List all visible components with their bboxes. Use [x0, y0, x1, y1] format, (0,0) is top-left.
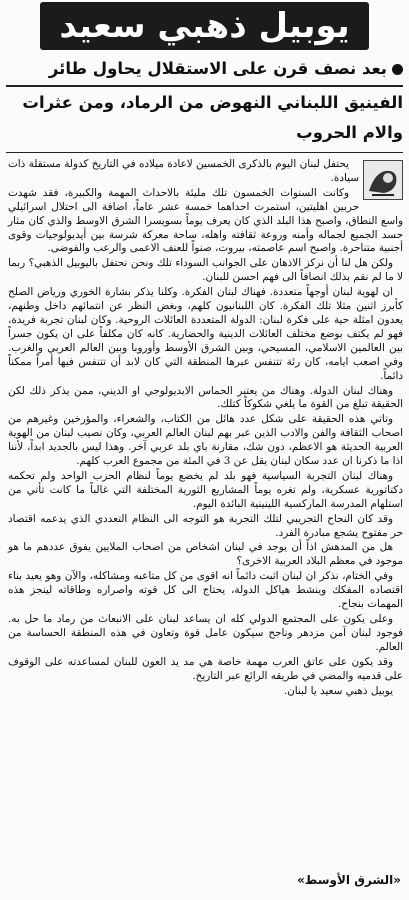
subhead-text: بعد نصف قرن على الاستقلال يحاول طائر [48, 59, 387, 78]
paragraph: وقد كان النجاح التجريبي لتلك التجربة هو التوجه الى النظام التعددي الذي يدعمه اقتصاد حر مفتوح يشجع مبادرة الفرد. [8, 512, 403, 539]
paragraph: وقد يكون على عاتق العرب مهمة خاصة هي مد يد العون للبنان لمساعدته على الوقوف على قدميه والمضي في طريقه الرائع عبر التاريخ. [8, 655, 403, 682]
source-credit: «الشرق الأوسط» [297, 873, 401, 887]
paragraph: وهناك لبنان التجربة السياسية فهو بلد لم يخضع يوماً لنظام الحزب الواحد ولم تحكمه دكتاتورية عسكرية، ولم تغره يوماً المشاريع الثورية المختلفة التي غالباً ما كانت تأتي من استلهام المدرسة الماركسية اللينينية البائدة اليوم. [8, 469, 403, 510]
deck: الفينيق اللبناني النهوض من الرماد، ومن عثرات والام الحروب [22, 93, 403, 142]
divider-top [6, 85, 403, 87]
paragraph: يوبيل ذهبي سعيد يا لبنان. [283, 684, 393, 697]
paragraph: وهناك لبنان الدولة. وهناك من يعتبر الحماس الايديولوجي او الديني، ممن يذكر ذلك لكن الحقيقة تبلغ من القوة ما يلغي شكوكاً كتلك. [8, 384, 403, 411]
paragraph: يحتفل لبنان اليوم بالذكرى الخمسين لاعادة ميلاده في التاريخ كدولة مستقلة ذات سيادة. [8, 158, 359, 184]
divider-bottom [6, 152, 403, 153]
paragraph: ولكن هل لنا أن نركز الاذهان على الجوانب السوداء تلك ونحن نحتفل باليوبيل الذهبي؟ ربما لا ما لم نقم بذلك انصافاً الى فهم احسن للبنان. [8, 257, 403, 284]
bullet-icon [392, 64, 403, 75]
paragraph: وتاتي هذه الحقيقة على شكل عدد هائل من الكتاب، والشعراء، والمؤرخين وغيرهم من اصحاب الثقافة والفن والادب الذين عبر بهم لبنان العالم العربي، وكان نصيب لبنان من الهوية العربية الحديثة هو الاعظم، دون شك، مقارنة باي بلد عربي آخر. وهذا ليس بالجديد ابداً، لأننا اذا ما ذكرنا ان عدد سكان لبنان يقل عن 3 في المئة من مجموع العرب كلهم. [8, 413, 403, 468]
paragraph: وكانت السنوات الخمسون تلك مليئة بالاحداث المهمة والكبيرة، فقد شهدت حربين اهليتين، استمرت احداهما خمسة عشر عاماً، اضافة الى احتلال اسرائيلي واسع النطاق، واصبح هذا البلد الذي كان يعرف يوماً بسويسرا الشرق الاوسط والذي كان مثار حسد الجميع لجماله وأمنه وروعة ثقافته واهله، ساحة معركة شرسة بين أيديولوجيات وقوى أجنبية متناحرة. واصبح اسم عاصمته، بيروت، صنواً للعنف الاعمى والرعب والفوضى. [8, 186, 403, 255]
article-body [8, 158, 403, 699]
subhead [8, 58, 403, 80]
paragraph: وفي الختام، نذكر ان لبنان اثبت دائماً انه اقوى من كل متاعبه ومشاكله، والآن وهو يعيد بناء اقتصاده المفكك وينشط هياكل الدولة، يحتاج الى كل قوته واصراره وطاقاته لينجز هذه المهمات بنجاح. [8, 570, 403, 611]
paragraph: وعلى يكون على المجتمع الدولي كله ان يساعد لبنان على الانبعاث من رماد ما حل به. فوجود لبنان آمن مزدهر وناجح سيكون عامل قوة وتعاون في هذه المنطقة الحساسة من العالم. [8, 613, 403, 653]
paragraph: ان لهوية لبنان أوجهاً متعددة. فهناك لبنان الفكرة. وكلنا يذكر بشارة الخوري ورياض الصلح كأبرز اثنين مثلا تلك الفكرة. كان اللبنانيون كلهم، وبغض النظر عن انتمائهم داخل وطنهم، يعدون امثلة حية على فكرة لبنان: الدولة المتعددة العائلات الروحية. وكان لبنان تجربة فريدة، فهو لم يكتف بوضع مختلف العائلات الدينية والحضارية. كانه كان مكلفاً على ان يكون جسراً بين العالمين الاسلامي، المسيحي، وبين الشرق الأوسط وأوروبا وبين العالم العربي والغرب. وفي اصعب ايامه، كان رئة تتنفس عبرها المنطقة التي كان لابد أن تتنفس فيها أمراً ممكناً دائماً. [8, 286, 403, 382]
headline: يوبيل ذهبي سعيد [40, 2, 369, 50]
paragraph: هل من المدهش اذاً أن يوجد في لبنان اشخاص من اصحاب الملايين يفوق عددهم ما هو موجود في معظم البلاد العربية الاخرى؟ [8, 541, 403, 568]
